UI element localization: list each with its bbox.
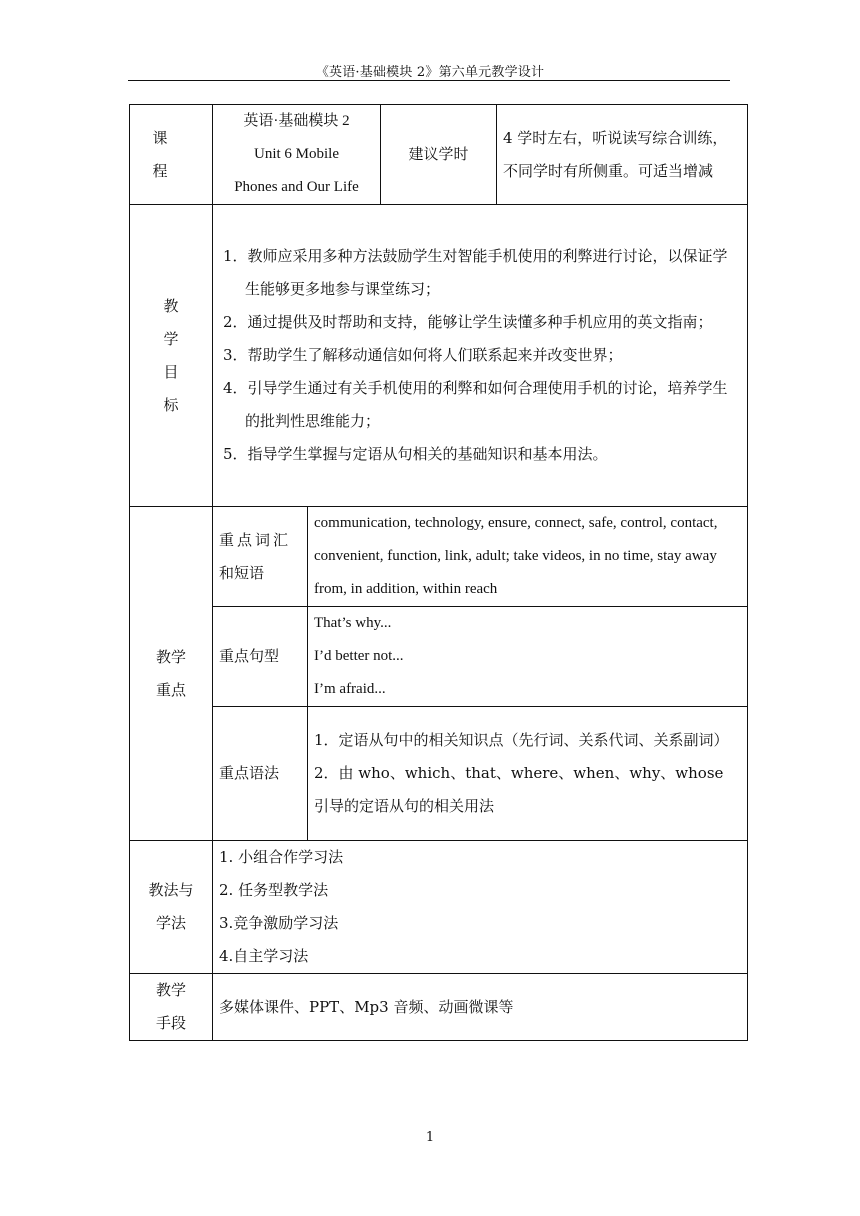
methods-cell <box>213 841 748 974</box>
means-text: 多媒体课件、PPT、Mp3 音频、动画微课等 <box>219 997 514 1016</box>
method-item: 4.自主学习法 <box>219 947 309 965</box>
objectives-list <box>219 240 741 471</box>
sentences-cell <box>308 607 748 707</box>
key-points-label: 教学 <box>155 647 186 666</box>
means-label: 教学 <box>155 981 186 999</box>
course-label: 课 程 <box>152 128 190 180</box>
page-number: 1 <box>425 1130 435 1145</box>
objective-item: 2．通过提供及时帮助和支持，能够让学生读懂多种手机应用的英文指南； <box>223 313 713 331</box>
lesson-plan-table <box>129 104 748 1041</box>
course-name-line: 英语·基础模块 2 <box>243 113 350 129</box>
key-points-label-cell <box>130 507 213 841</box>
means-cell <box>213 974 748 1041</box>
grammar-label: 重点语法 <box>219 764 280 782</box>
vocab-label: 重点词汇 <box>219 530 292 549</box>
grammar-cell <box>308 707 748 841</box>
objectives-label-char: 教 <box>163 296 179 315</box>
hours-text: 4 学时左右，听说读写综合训练，不同学时有所侧重。可适当增减 <box>503 128 728 180</box>
objectives-label-char: 标 <box>163 395 179 414</box>
objective-item: 4．引导学生通过有关手机使用的利弊和如何合理使用手机的讨论，培养学生的批判性思维能力； <box>223 379 728 430</box>
grammar-label-cell <box>213 707 308 841</box>
sentences-label: 重点句型 <box>219 647 280 665</box>
vocab-text-cell <box>308 507 748 607</box>
header-rule <box>128 80 730 81</box>
course-label-cell <box>130 105 213 205</box>
hours-label-cell <box>381 105 497 205</box>
methods-label: 教法与 <box>148 881 194 899</box>
vocab-label-cell <box>213 507 308 607</box>
course-name-cell <box>213 105 381 205</box>
course-name-line: Phones and Our Life <box>234 179 359 195</box>
document-header: 《英语·基础模块 2》第六单元教学设计 <box>315 65 545 80</box>
key-points-label: 重点 <box>155 680 186 699</box>
means-label-cell <box>130 974 213 1041</box>
grammar-row <box>130 707 748 841</box>
objective-item: 3．帮助学生了解移动通信如何将人们联系起来并改变世界； <box>223 346 623 364</box>
course-name-line: Unit 6 Mobile <box>254 146 339 162</box>
grammar-item: 2．由 who、which、that、where、when、why、whose 引导的定语从句的相关用法 <box>314 764 724 815</box>
vocab-row <box>130 507 748 607</box>
vocab-text: communication, technology, ensure, connect, safe, control, contact, convenient, function, link, adult; take videos, in no time, stay away from, in addition, within reach <box>314 515 718 597</box>
hours-text-cell <box>497 105 748 205</box>
course-row <box>130 105 748 205</box>
means-row <box>130 974 748 1041</box>
objectives-row <box>130 205 748 507</box>
objectives-content-cell <box>213 205 748 507</box>
sentences-row <box>130 607 748 707</box>
sentence-item: I’d better not... <box>314 648 404 664</box>
methods-label-cell <box>130 841 213 974</box>
vocab-label: 和短语 <box>219 563 265 582</box>
methods-label: 学法 <box>155 914 186 932</box>
hours-label: 建议学时 <box>408 145 469 163</box>
objective-item: 1．教师应采用多种方法鼓励学生对智能手机使用的利弊进行讨论，以保证学生能够更多地参与课堂练习； <box>223 247 728 298</box>
method-item: 1. 小组合作学习法 <box>219 848 344 866</box>
objectives-label-char: 目 <box>163 362 179 381</box>
method-item: 2. 任务型教学法 <box>219 881 329 899</box>
means-label: 手段 <box>155 1014 186 1032</box>
grammar-item: 1．定语从句中的相关知识点（先行词、关系代词、关系副词） <box>314 731 729 749</box>
sentence-item: That’s why... <box>314 615 392 631</box>
objectives-label-cell <box>130 205 213 507</box>
methods-row <box>130 841 748 974</box>
objectives-label-char: 学 <box>163 329 179 348</box>
sentences-label-cell <box>213 607 308 707</box>
objective-item: 5．指导学生掌握与定语从句相关的基础知识和基本用法。 <box>223 445 608 463</box>
method-item: 3.竞争激励学习法 <box>219 914 339 932</box>
sentence-item: I’m afraid... <box>314 681 386 697</box>
